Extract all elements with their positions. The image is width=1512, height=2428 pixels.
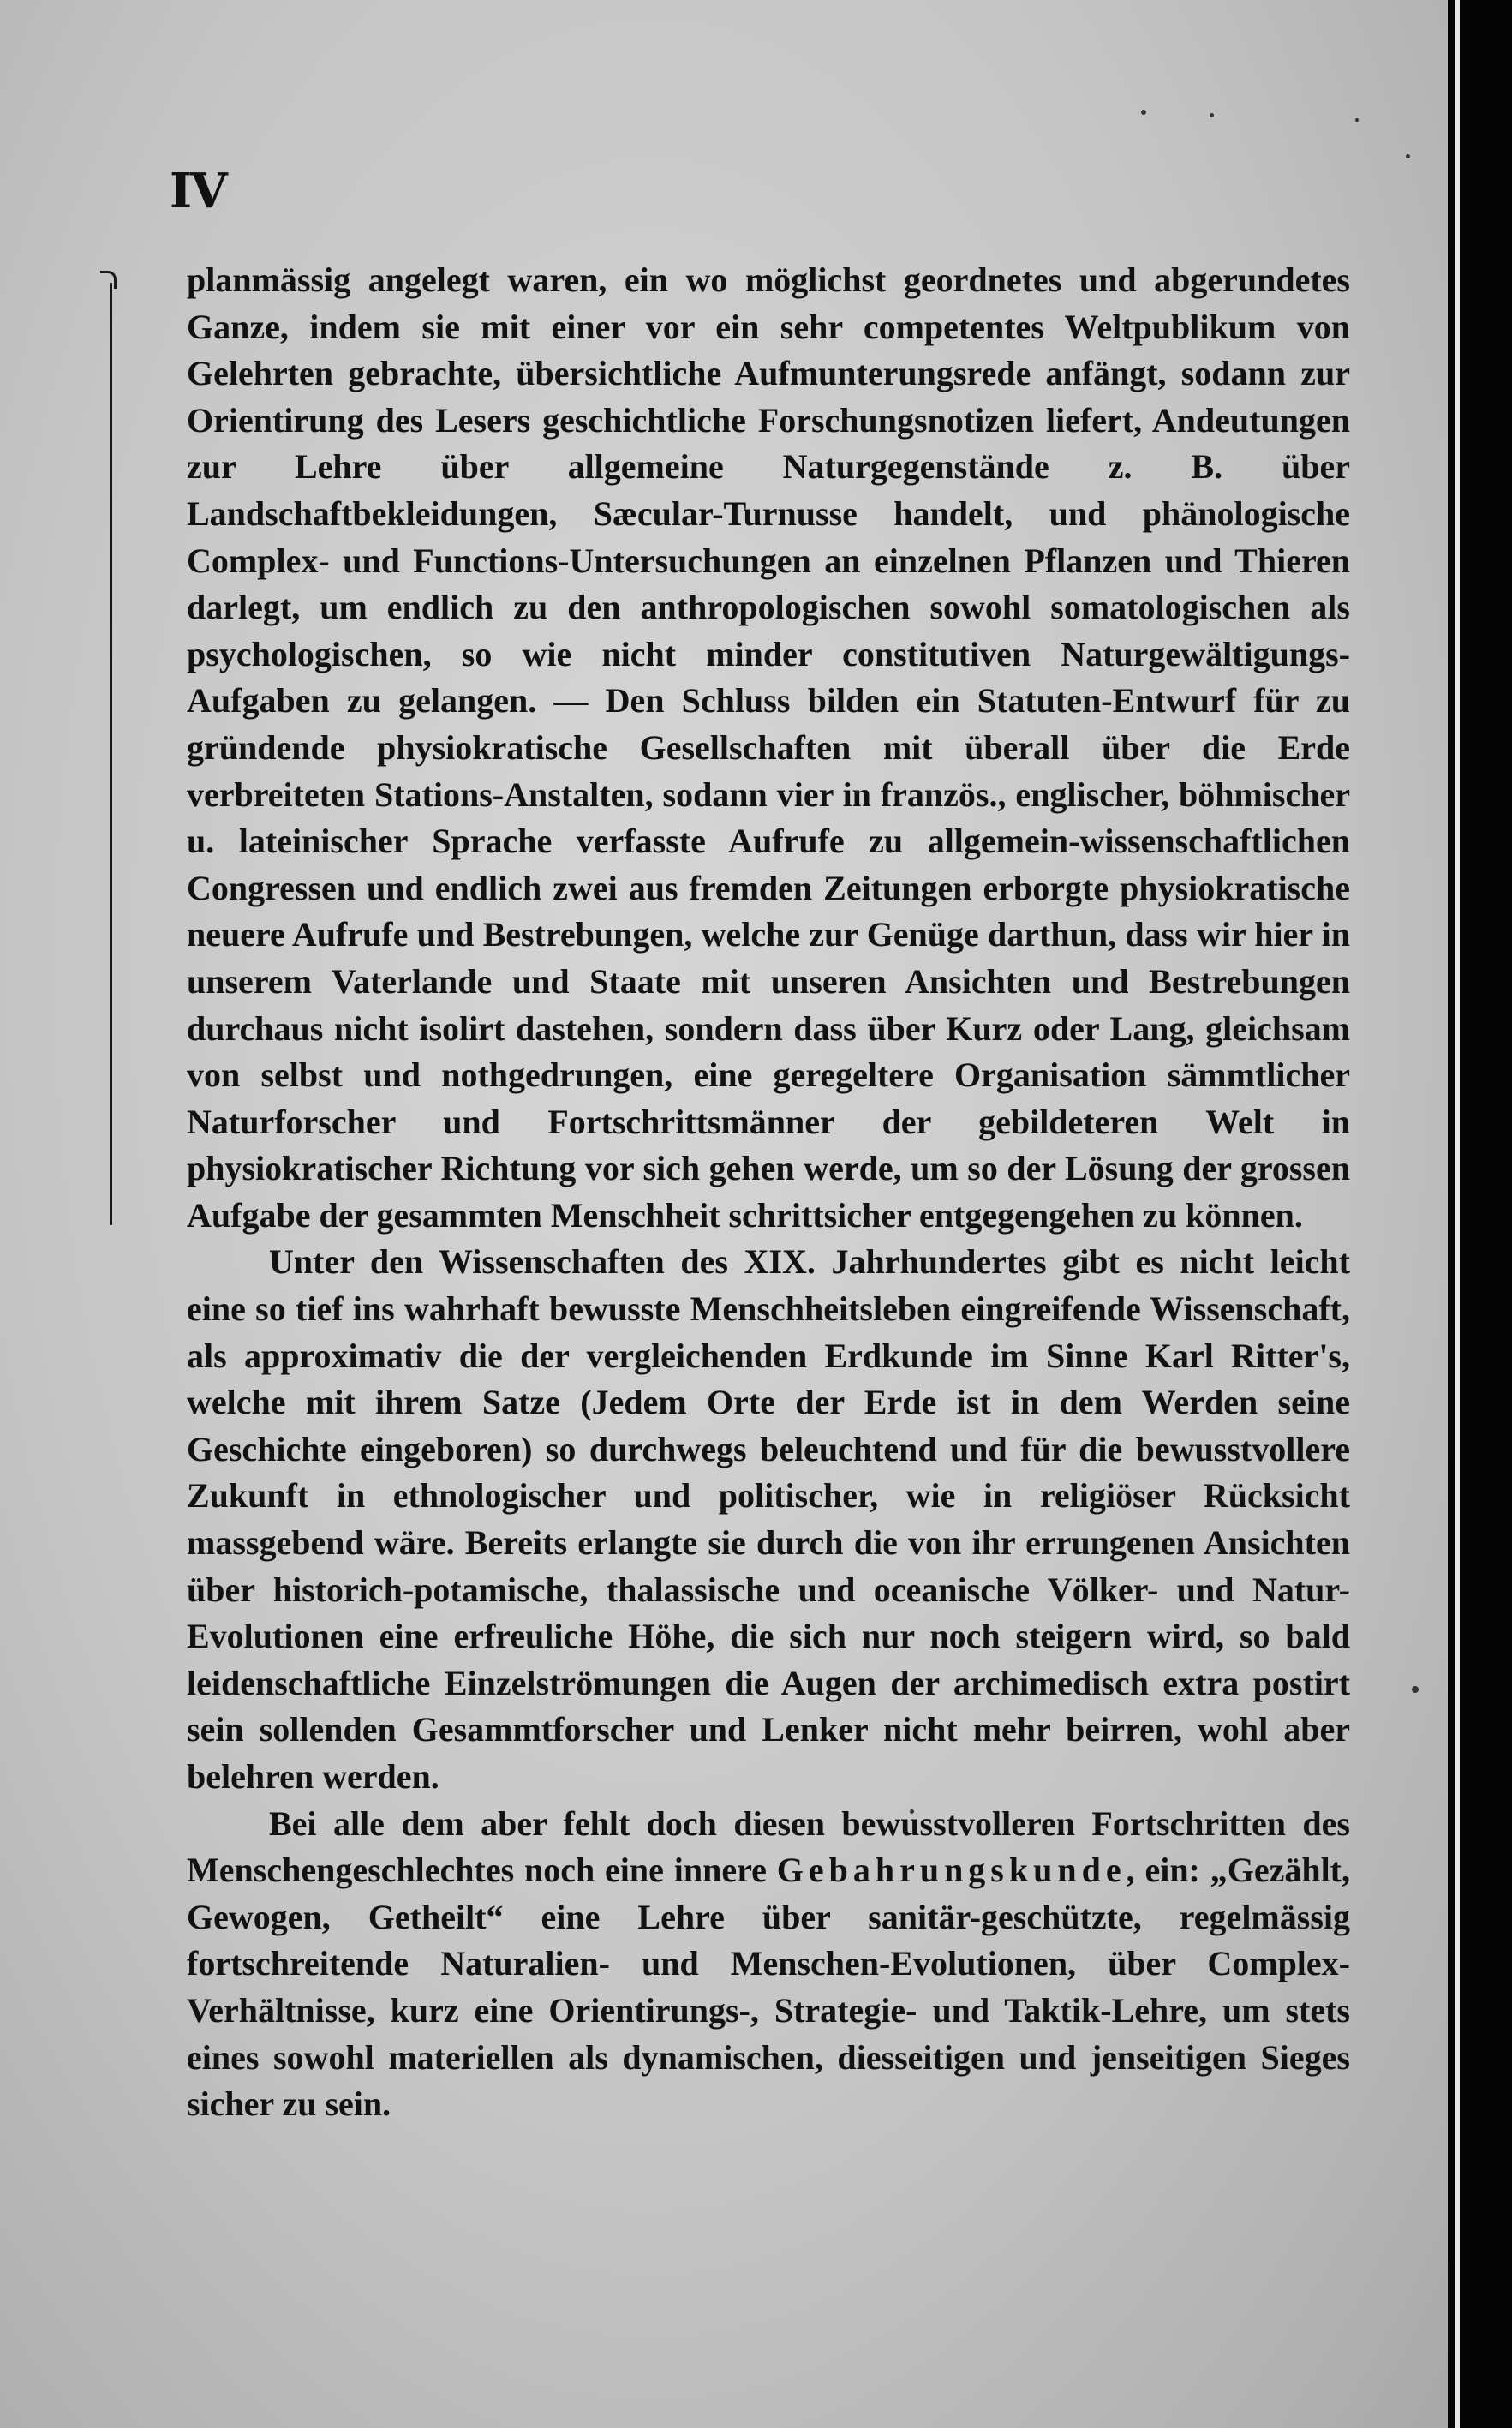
paragraph-2: Unter den Wissenschaften des XIX. Jahrhundertes gibt es nicht leicht eine so tief ins wahrhaft bewusste Menschheitsleben eingreifende Wissenschaft, als approximativ die der vergleichenden Erdkunde im Sinne Karl Ritter's, welche mit ihrem Satze (Jedem Orte der Erde ist in dem Werden seine Geschichte eingeboren) so durchwegs beleuchtend und für die bewusstvollere Zukunft in ethnologischer und politischer, wie in religiöser Rücksicht massgebend wäre. Bereits erlangte sie durch die von ihr errungenen Ansichten über historich-potamische, thalassische und oceanische Völker- und Natur-Evolutionen eine erfreuliche Höhe, die sich nur noch steigern wird, so bald leidenschaftliche Einzelströmungen die Augen der archimedisch extra postirt sein sollenden Gesammtforscher und Lenker nicht mehr beirren, wohl aber belehren werden. (187, 1242, 1350, 1796)
paragraph-3 (187, 1801, 1350, 2128)
margin-bracket-mark (110, 283, 119, 1225)
page-number: IV (170, 163, 226, 219)
spaced-term: Gebahrungskunde (776, 1851, 1127, 1890)
scan-border (1448, 0, 1512, 2428)
scan-border-line (1455, 0, 1460, 2428)
body-text (187, 257, 1350, 2128)
paragraph-3-end: , ein: „Gezählt, Gewogen, Getheilt“ eine Lehre über sanitär-geschützte, regelmässig fortschreitende Naturalien- und Menschen-Evolutionen, über Complex-Verhältnisse, kurz eine Orientirungs-, Strategie- und Taktik-Lehre, um stets eines sowohl materiellen als dynamischen, diesseitigen und jenseitigen Sieges sicher zu sein. (187, 1851, 1351, 2124)
paragraph-1: planmässig angelegt waren, ein wo möglichst geordnetes und abgerundetes Ganze, indem sie mit einer vor ein sehr competentes Weltpublikum von Gelehrten gebrachte, übersichtliche Aufmunterungsrede anfängt, sodann zur Orientirung des Lesers geschichtliche Forschungsnotizen liefert, Andeutungen zur Lehre über allgemeine Naturgegenstände z. B. über Landschaftbekleidungen, Sæcular-Turnusse handelt, und phänologische Complex- und Functions-Untersuchungen an einzelnen Pflanzen und Thieren darlegt, um endlich zu den anthropologischen sowohl somatologischen als psychologischen, so wie nicht minder constitutiven Naturgewältigungs-Aufgaben zu gelangen. — Den Schluss bilden ein Statuten-Entwurf für zu gründende physiokratische Gesellschaften mit überall über die Erde verbreiteten Stations-Anstalten, sodann vier in französ., englischer, böhmischer u. lateinischer Sprache verfasste Aufrufe zu allgemein-wissenschaftlichen Congressen und endlich zwei aus fremden Zeitungen erborgte physiokratische neuere Aufrufe und Bestrebungen, welche zur Genüge darthun, dass wir hier in unserem Vaterlande und Staate mit unseren Ansichten und Bestrebungen durchaus nicht isolirt dastehen, sondern dass über Kurz oder Lang, gleichsam von selbst und nothgedrungen, eine geregeltere Organisation sämmtlicher Naturforscher und Fortschrittsmänner der gebildeteren Welt in physiokratischer Richtung vor sich gehen werde, um so der Lösung der grossen Aufgabe der gesammten Menschheit schrittsicher entgegengehen zu können. (187, 260, 1350, 1235)
paragraph-3-start: Bei alle dem aber fehlt doch diesen bewusstvolleren Fortschritten des Menschengeschlechtes noch eine innere (187, 1803, 1350, 1890)
